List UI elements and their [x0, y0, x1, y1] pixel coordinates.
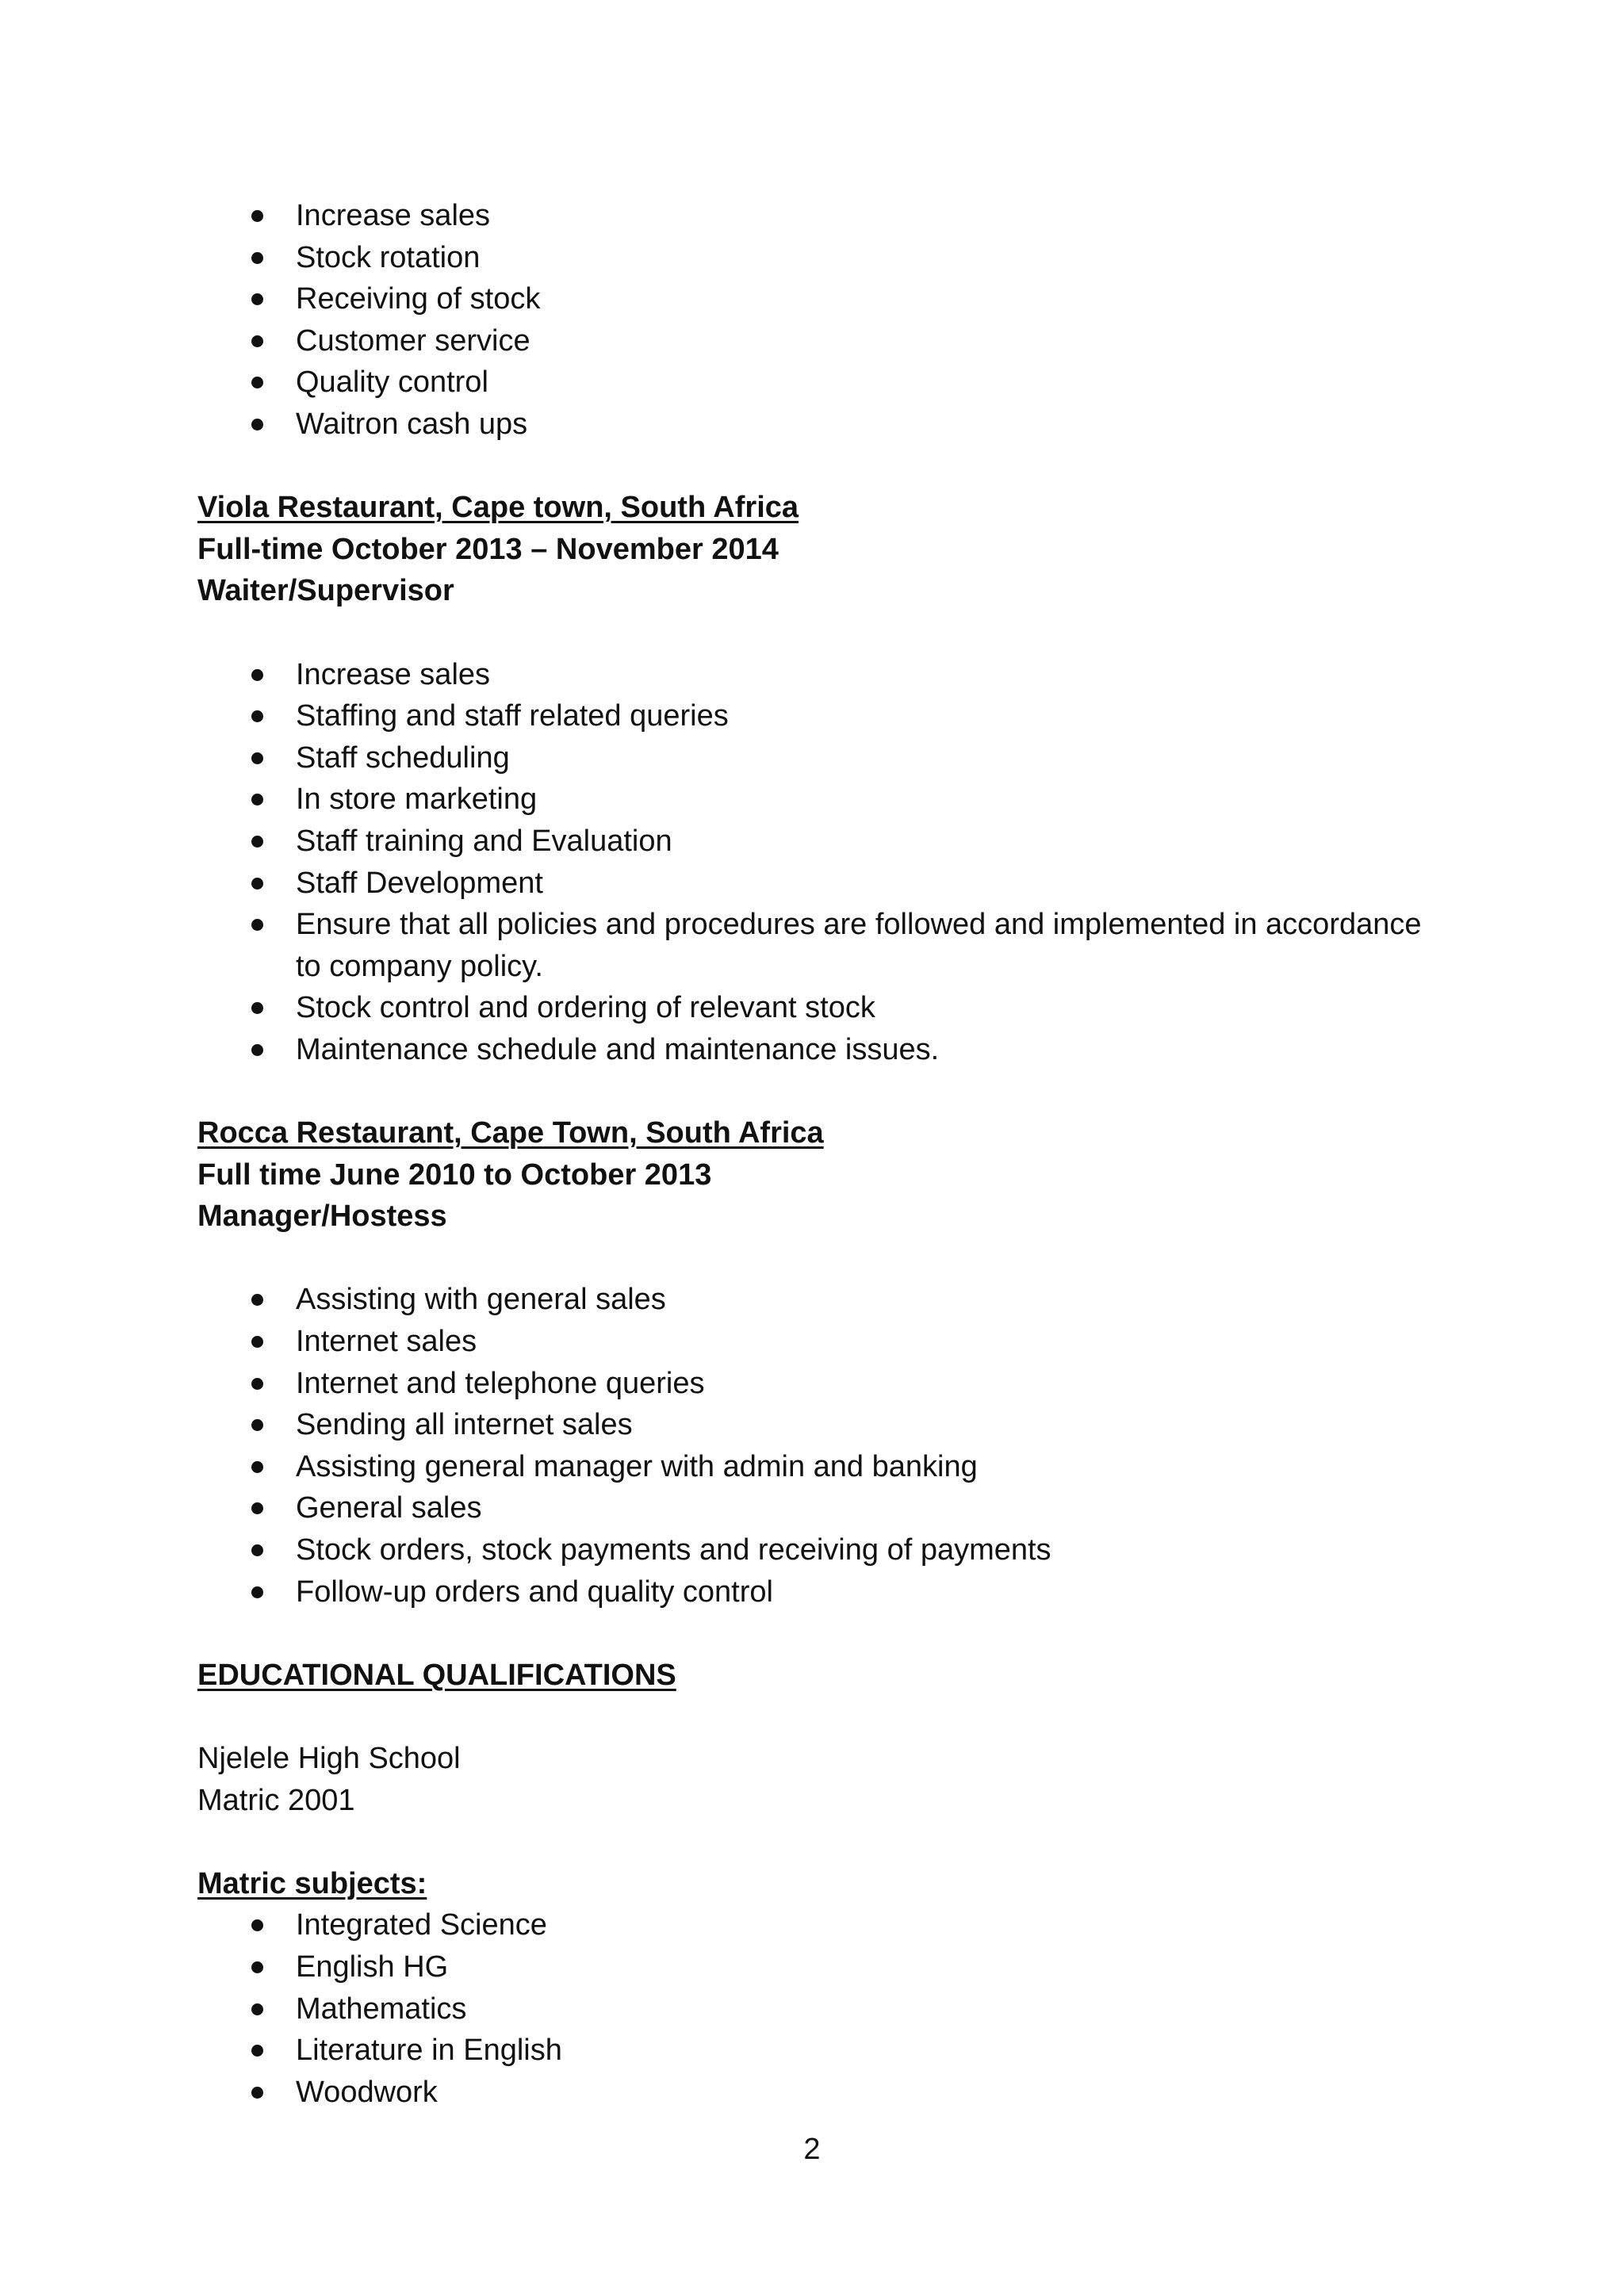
list-item: Quality control	[197, 362, 1450, 404]
spacer	[197, 1696, 1450, 1738]
spacer	[197, 446, 1450, 488]
matric-subjects-heading: Matric subjects:	[197, 1866, 427, 1900]
spacer	[197, 612, 1450, 654]
list-item: Internet and telephone queries	[197, 1363, 1450, 1405]
list-item: Increase sales	[197, 195, 1450, 237]
viola-duties-list	[197, 654, 1450, 1071]
page-content	[197, 195, 1450, 2113]
list-item: Staff training and Evaluation	[197, 821, 1450, 863]
list-item: Internet sales	[197, 1321, 1450, 1363]
spacer	[197, 1613, 1450, 1655]
employment-period-rocca: Full time June 2010 to October 2013	[197, 1158, 712, 1192]
spacer	[197, 1070, 1450, 1112]
employer-heading-viola: Viola Restaurant, Cape town, South Africa	[197, 491, 799, 525]
education-heading: EDUCATIONAL QUALIFICATIONS	[197, 1658, 676, 1692]
job-title-viola: Waiter/Supervisor	[197, 574, 454, 608]
list-item: Woodwork	[197, 2072, 1450, 2114]
school-name: Njelele High School	[197, 1741, 461, 1775]
list-item: General sales	[197, 1487, 1450, 1529]
list-item: English HG	[197, 1946, 1450, 1988]
list-item: Staffing and staff related queries	[197, 695, 1450, 737]
list-item: Customer service	[197, 320, 1450, 362]
list-item: Follow-up orders and quality control	[197, 1571, 1450, 1613]
list-item: Stock orders, stock payments and receiving of payments	[197, 1529, 1450, 1571]
list-item: Assisting with general sales	[197, 1279, 1450, 1321]
matric-year: Matric 2001	[197, 1783, 355, 1817]
list-item: Stock rotation	[197, 237, 1450, 279]
list-item: Increase sales	[197, 654, 1450, 696]
list-item: Mathematics	[197, 1988, 1450, 2030]
list-item: Maintenance schedule and maintenance issues.	[197, 1029, 1450, 1071]
list-item: Stock control and ordering of relevant stock	[197, 987, 1450, 1029]
rocca-duties-list	[197, 1279, 1450, 1613]
previous-job-duties-list	[197, 195, 1450, 446]
list-item: Ensure that all policies and procedures are followed and implemented in accordance to company policy.	[197, 904, 1450, 987]
list-item: Integrated Science	[197, 1904, 1450, 1946]
employment-period-viola: Full-time October 2013 – November 2014	[197, 532, 779, 566]
spacer	[197, 1238, 1450, 1280]
list-item: Staff scheduling	[197, 737, 1450, 779]
employer-heading-rocca: Rocca Restaurant, Cape Town, South Africa	[197, 1116, 824, 1150]
list-item: Sending all internet sales	[197, 1404, 1450, 1446]
list-item: Waitron cash ups	[197, 404, 1450, 446]
page-number: 2	[803, 2133, 821, 2166]
list-item: Receiving of stock	[197, 278, 1450, 320]
matric-subjects-list	[197, 1904, 1450, 2113]
list-item: Assisting general manager with admin and banking	[197, 1446, 1450, 1488]
job-title-rocca: Manager/Hostess	[197, 1200, 447, 1234]
list-item: Staff Development	[197, 863, 1450, 905]
spacer	[197, 1821, 1450, 1863]
list-item: Literature in English	[197, 2030, 1450, 2072]
list-item: In store marketing	[197, 779, 1450, 821]
